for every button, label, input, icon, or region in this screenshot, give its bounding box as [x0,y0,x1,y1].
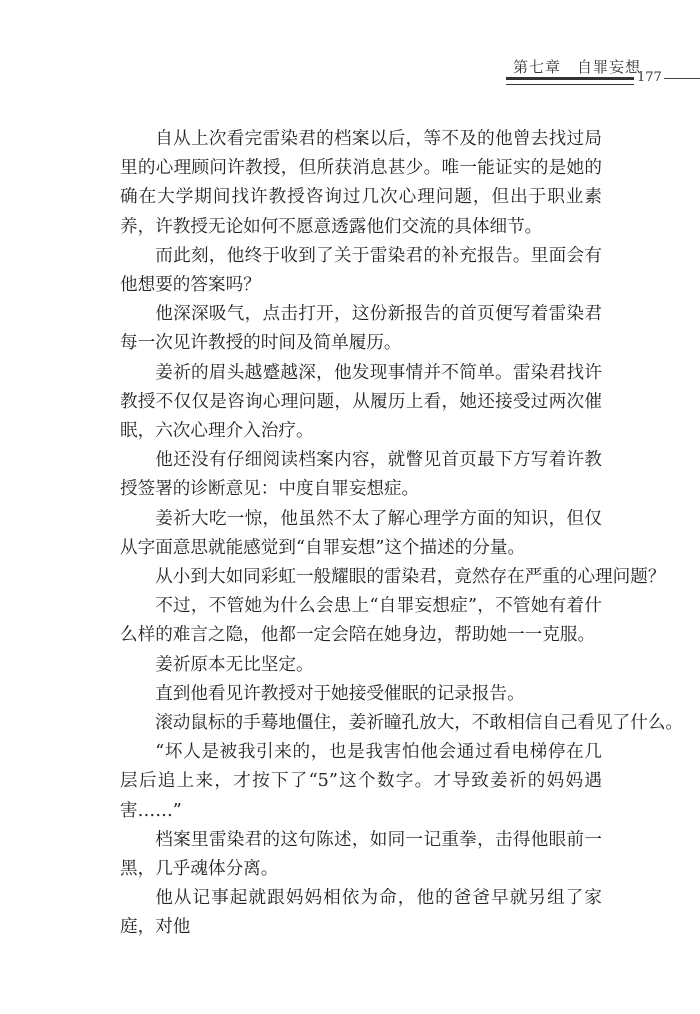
paragraph [120,826,602,884]
chapter-title: 第七章 自罪妄想 [513,58,642,76]
paragraph [120,125,602,242]
paragraph [120,446,602,504]
paragraph-line: 滚动鼠标的手蓦地僵住，姜祈瞳孔放大，不敢相信自己看见了什么。 [155,713,684,734]
header-rule-thick [506,77,634,80]
header-rule-thin [506,84,634,85]
paragraph-line: 不过，不管她为什么会患上“自罪妄想症”，不管她有着什么样 [120,596,602,646]
paragraph-line: 找许教授咨询过几次心理问题，但出于职业素养，许教授无论如何不 [120,187,602,237]
paragraph [120,242,602,300]
paragraph [120,359,602,447]
paragraph-line: 的难言之隐，他都一定会陪在她身边，帮助她一一克服。 [155,625,596,646]
paragraph [120,884,602,942]
paragraph-line: 介入治疗。 [225,421,314,442]
paragraph-line: 姜祈原本无比坚定。 [155,654,314,675]
paragraph-line: “坏人是被我引来的，也是我害怕他会通过看电梯停在几层后追 [120,742,602,792]
paragraph-line: 的诊断意见： [172,479,279,500]
paragraph [120,709,684,738]
paragraph-line: 乎魂体分离。 [172,859,279,880]
paragraph [120,738,602,826]
paragraph-line: 自从上次看完雷染君的档案以后，等不及的他曾去找过局里的心 [120,129,602,179]
paragraph-line: 理顾问许教授，但所获消息甚少。唯一能证实的是她的确在大学期间 [120,158,602,208]
paragraph [120,300,602,358]
paragraph-line: 而此刻，他终于收到了关于雷染君的补充报告。里面会有他想要的答 [120,245,602,296]
paragraph [120,680,602,709]
paragraph-line: 他从记事起就跟妈妈相依为命，他的爸爸早就另组了家庭，对他 [120,888,602,938]
paragraph [120,651,602,680]
paragraph [120,505,602,563]
paragraph-line: 姜祈的眉头越蹙越深，他发现事情并不简单。雷染君找许教授不 [120,362,602,412]
paragraph-line: 教授的时间及简单履历。 [207,333,402,354]
paragraph-line: 愿意透露他们交流的具体细节。 [295,216,543,237]
paragraph-line: 案吗？ [207,275,261,296]
body-text [120,125,684,943]
page-number: 177 [637,70,662,85]
paragraph-line: 姜祈大吃一惊，他虽然不太了解心理学方面的知识，但仅从字面 [120,508,602,558]
paragraph-line: 上来，才按下了“5”这个数字。才导致姜祈的妈妈遇害……” [120,771,602,821]
paragraph-line: 直到他看见许教授对于她接受催眠的记录报告。 [155,683,525,704]
paragraph-line: 他深深吸气，点击打开，这份新报告的首页便写着雷染君每一次见许 [120,304,602,354]
paragraph-line: 他还没有仔细阅读档案内容，就瞥见首页最下方写着许教授签署 [120,450,602,500]
header-rule-right [664,78,700,79]
paragraph-line: 仅仅是咨询心理问题，从履历上看，她还接受过两次催眠，六次心理 [120,391,602,442]
paragraph-line: 意思就能感觉到“自罪妄想”这个描述的分量。 [172,537,526,558]
diagnosis-text: 中度自罪妄想症。 [278,479,420,500]
paragraph [120,563,666,592]
paragraph [120,592,602,650]
paragraph-line: 从小到大如同彩虹一般耀眼的雷染君，竟然存在严重的心理问题？ [155,567,666,588]
paragraph-line: 档案里雷染君的这句陈述，如同一记重拳，击得他眼前一黑，几 [120,829,602,880]
